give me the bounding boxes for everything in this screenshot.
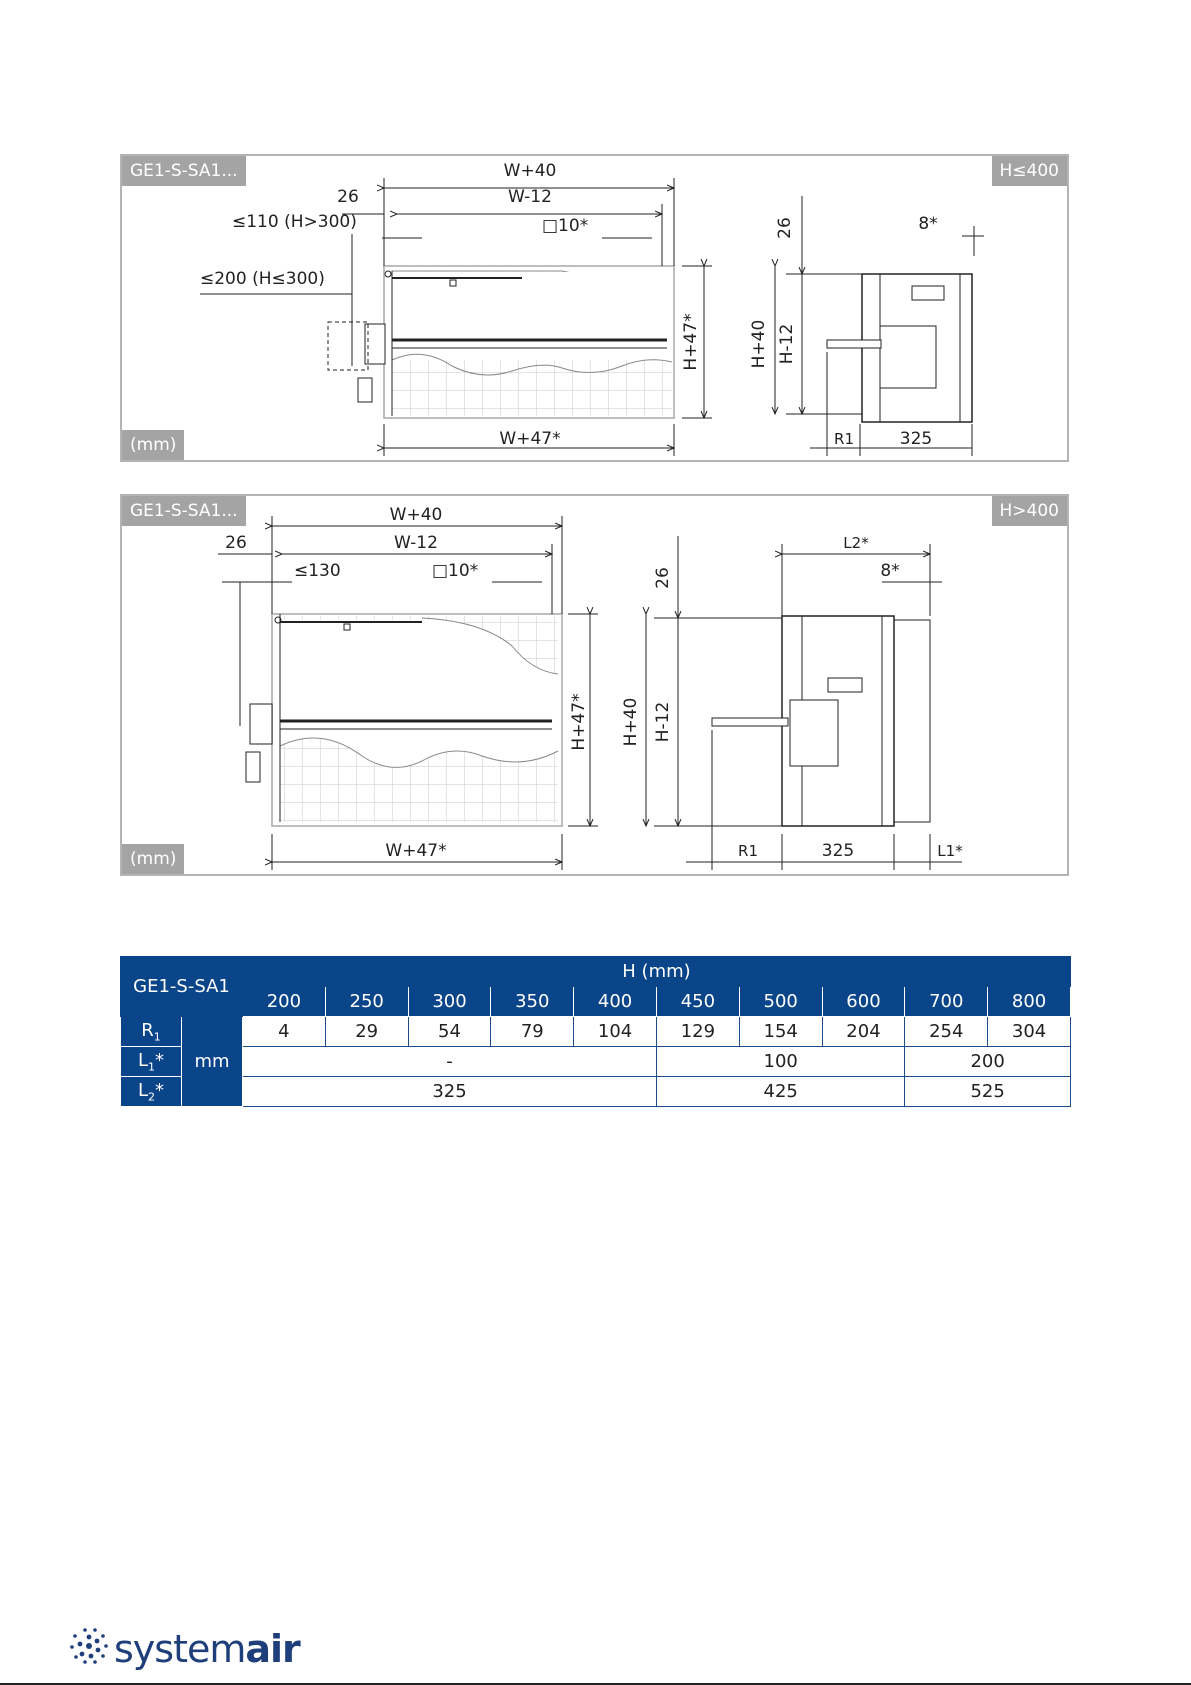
h-value: 300 — [408, 987, 491, 1017]
dimension-table — [120, 956, 1071, 1107]
dim-sq10: □10* — [432, 561, 479, 581]
dim-h47: H+47* — [569, 693, 589, 751]
table-cell: 4 — [243, 1017, 326, 1047]
dim-26: 26 — [337, 187, 359, 207]
table-cell: 29 — [325, 1017, 408, 1047]
side-dim-l2: L2* — [843, 534, 869, 552]
model-tag: GE1-S-SA1... — [122, 156, 246, 186]
h-value: 700 — [905, 987, 988, 1017]
side-dim-26: 26 — [775, 217, 795, 239]
row-label-l2: $L_2*$ — [121, 1077, 182, 1107]
table-header-row — [121, 957, 1071, 987]
side-dim-h12: H-12 — [653, 701, 673, 743]
unit-tag: (mm) — [122, 844, 184, 874]
table-cell: 200 — [905, 1047, 1071, 1077]
table-cell: 154 — [739, 1017, 822, 1047]
side-dim-l1: L1* — [937, 842, 963, 860]
dim-w40: W+40 — [503, 161, 557, 181]
dim-le110: ≤110 (H>300) — [232, 212, 357, 232]
side-dim-r1: R1 — [738, 842, 758, 860]
dim-le200: ≤200 (H≤300) — [200, 269, 325, 289]
table-cell: 100 — [656, 1047, 904, 1077]
side-dim-r1: R1 — [834, 430, 854, 448]
logo-dots-icon — [68, 1625, 110, 1667]
table-cell: 79 — [491, 1017, 574, 1047]
table-row-l2 — [121, 1077, 1071, 1107]
side-dim-8: 8* — [918, 214, 938, 234]
table-cell: 54 — [408, 1017, 491, 1047]
side-dim-26: 26 — [653, 567, 673, 589]
table-cell: 325 — [243, 1077, 657, 1107]
table-cell: - — [243, 1047, 657, 1077]
table-row-l1 — [121, 1047, 1071, 1077]
dim-sq10: □10* — [542, 216, 589, 236]
table-cell: 254 — [905, 1017, 988, 1047]
h-value: 500 — [739, 987, 822, 1017]
model-tag: GE1-S-SA1... — [122, 496, 246, 526]
drawing-panel-h-le-400 — [120, 154, 1069, 462]
table-model-header: GE1-S-SA1 — [121, 957, 243, 1017]
h-value: 800 — [988, 987, 1071, 1017]
h-value: 400 — [574, 987, 657, 1017]
dim-w12: W-12 — [394, 533, 438, 553]
side-dim-325: 325 — [899, 429, 933, 449]
side-dim-h12: H-12 — [777, 323, 797, 365]
table-row-r1 — [121, 1017, 1071, 1047]
dim-w40: W+40 — [389, 505, 443, 525]
h-value: 350 — [491, 987, 574, 1017]
side-dim-8: 8* — [880, 561, 900, 581]
table-cell: 304 — [988, 1017, 1071, 1047]
table-cell: 204 — [822, 1017, 905, 1047]
unit-tag: (mm) — [122, 430, 184, 460]
damper-drawing-1 — [122, 156, 1067, 460]
condition-tag: H≤400 — [992, 156, 1067, 186]
row-label-r1: $R_1$ — [121, 1017, 182, 1047]
h-value: 450 — [656, 987, 739, 1017]
table-cell: 129 — [656, 1017, 739, 1047]
side-dim-h40: H+40 — [621, 697, 641, 747]
dim-26: 26 — [225, 533, 247, 553]
table-h-header: H (mm) — [243, 957, 1071, 987]
side-dim-325: 325 — [821, 841, 855, 861]
h-value: 250 — [325, 987, 408, 1017]
h-value: 600 — [822, 987, 905, 1017]
dim-h47: H+47* — [681, 313, 701, 371]
row-unit: mm — [182, 1017, 243, 1107]
table-cell: 425 — [656, 1077, 904, 1107]
table-h-values-row — [121, 987, 1071, 1017]
table-cell: 525 — [905, 1077, 1071, 1107]
dim-w47: W+47* — [499, 429, 561, 449]
condition-tag: H>400 — [992, 496, 1067, 526]
table-cell: 104 — [574, 1017, 657, 1047]
dim-le130: ≤130 — [294, 561, 341, 581]
damper-drawing-2 — [122, 496, 1067, 874]
row-label-l1: $L_1*$ — [121, 1047, 182, 1077]
h-value: 200 — [243, 987, 326, 1017]
dim-w47: W+47* — [385, 841, 447, 861]
drawing-panel-h-gt-400 — [120, 494, 1069, 876]
side-dim-h40: H+40 — [749, 319, 769, 369]
logo-wordmark: systemair — [114, 1627, 300, 1671]
dim-w12: W-12 — [508, 187, 552, 207]
